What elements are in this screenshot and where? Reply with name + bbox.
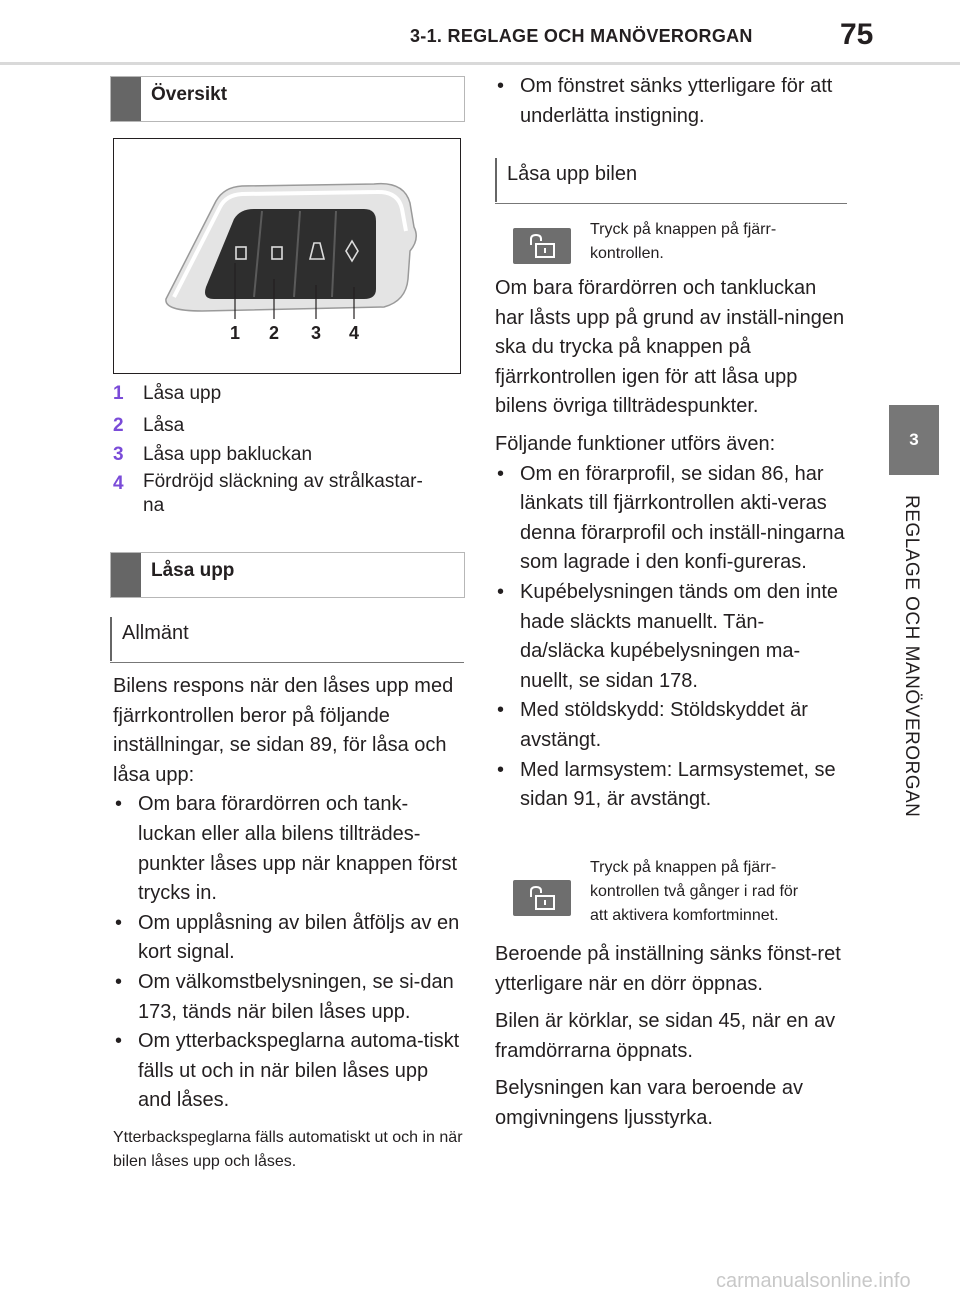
paragraph: Följande funktioner utförs även:: [495, 432, 776, 455]
list-item: • Om ytterbackspeglarna automa-tiskt fälls ut och in när bilen låses upp and låses.: [113, 1027, 463, 1116]
subheading-rule: [110, 662, 464, 663]
legend-text: Låsa upp bakluckan: [143, 444, 313, 465]
list-item: • Om bara förardörren och tank-luckan eller alla bilens tillträdes-punkter låses upp när knappen först trycks in.: [113, 790, 463, 908]
heading-bar: [111, 77, 141, 121]
legend-item: [113, 380, 463, 407]
right-top-list: [495, 72, 847, 131]
general-subheading-text: Allmänt: [122, 622, 189, 644]
left-body: [113, 672, 463, 1174]
right-top: [495, 72, 847, 131]
page-number: 75: [840, 18, 874, 51]
paragraph: Bilen är körklar, se sidan 45, när en av framdörrarna öppnats.: [495, 1010, 836, 1062]
paragraph: Belysningen kan vara beroende av omgivningens ljusstyrka.: [495, 1077, 803, 1129]
list-item: • Om upplåsning av bilen åtföljs av en kort signal.: [113, 909, 463, 968]
list-item: • Om välkomstbelysningen, se si-dan 173, tänds när bilen låses upp.: [113, 968, 463, 1027]
legend-item: [113, 441, 463, 468]
legend-item: [113, 412, 463, 439]
right-bullet-list: [495, 460, 847, 815]
overview-heading: Översikt: [151, 84, 228, 105]
paragraph: Beroende på inställning sänks fönst-ret ytterligare när en dörr öppnas.: [495, 943, 841, 995]
icon-note-2: Tryck på knappen på fjärr- kontrollen två gånger i rad för att aktivera komfortminnet.: [590, 859, 799, 924]
note-paragraph: Ytterbackspeglarna fälls automatiskt ut och in när bilen låses upp och låses.: [113, 1128, 463, 1170]
right-body-2: [495, 940, 847, 1134]
right-body: [495, 274, 847, 815]
intro-paragraph: Bilens respons när den låses upp med fjärrkontrollen beror på följande inställningar, se sidan 89, för låsa och låsa upp:: [113, 675, 454, 786]
figure-label-3: 3: [311, 323, 322, 343]
chapter-label: REGLAGE OCH MANÖVERORGAN: [901, 495, 922, 818]
figure-legend: [113, 380, 463, 518]
unlock-car-subheading-text: Låsa upp bilen: [507, 163, 638, 185]
subheading-rule: [495, 203, 847, 204]
running-header: 3-1. REGLAGE OCH MANÖVERORGAN: [410, 26, 753, 46]
header-rule: [0, 62, 960, 65]
list-item: • Om fönstret sänks ytterligare för att underlätta instigning.: [495, 72, 847, 131]
unlock-icon: [527, 233, 557, 259]
legend-number: 1: [113, 383, 124, 404]
key-fob-figure: [113, 138, 461, 374]
legend-text: Låsa upp: [143, 383, 222, 404]
unlock-car-subheading: [495, 158, 847, 202]
key-fob-illustration: [114, 139, 460, 373]
legend-number: 4: [113, 473, 124, 494]
left-bullet-list: [113, 790, 463, 1116]
unlock-button-icon: [513, 880, 571, 916]
legend-text: Låsa: [143, 415, 185, 436]
legend-text: Fördröjd släckning av strålkastar- na: [143, 471, 423, 516]
list-item: • Med larmsystem: Larmsystemet, se sidan 91, är avstängt.: [495, 756, 847, 815]
heading-bar: [111, 553, 141, 597]
legend-item: [113, 470, 463, 518]
list-item: • Med stöldskydd: Stöldskyddet är avstängt.: [495, 696, 847, 755]
general-subheading: [110, 617, 462, 661]
icon-note-1: Tryck på knappen på fjärr- kontrollen.: [590, 221, 777, 262]
unlock-heading: Låsa upp: [151, 560, 235, 581]
overview-heading-box: [110, 76, 465, 122]
figure-label-1: 1: [230, 323, 241, 343]
figure-label-2: 2: [269, 323, 280, 343]
unlock-button-icon: [513, 228, 571, 264]
list-item: • Om en förarprofil, se sidan 86, har länkats till fjärrkontrollen akti-veras denna förarprofil och inställ-ningarna som lagrade i den konfi-gureras.: [495, 460, 847, 578]
legend-number: 2: [113, 415, 124, 436]
chapter-tab: 3: [889, 405, 939, 475]
list-item: • Kupébelysningen tänds om den inte hade släckts manuellt. Tän-da/släcka kupébelysningen ma-nuellt, se sidan 178.: [495, 578, 847, 696]
unlock-icon: [527, 885, 557, 911]
legend-number: 3: [113, 444, 124, 465]
figure-label-4: 4: [349, 323, 360, 343]
paragraph: Om bara förardörren och tankluckan har låsts upp på grund av inställ-ningen ska du trycka på knappen på fjärrkontrollen igen för att låsa upp bilens övriga tillträdespunkter.: [495, 277, 845, 418]
unlock-heading-box: [110, 552, 465, 598]
watermark: carmanualsonline.info: [716, 1270, 911, 1292]
